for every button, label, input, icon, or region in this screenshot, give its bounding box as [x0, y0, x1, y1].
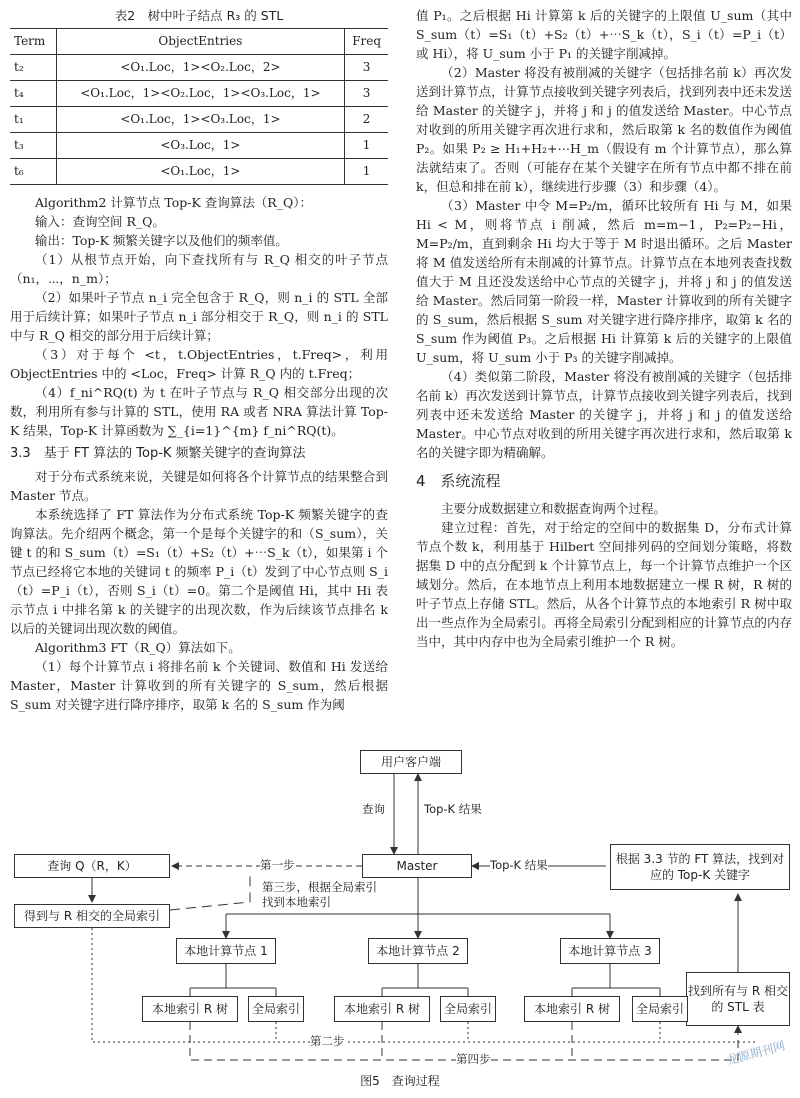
right-column — [416, 6, 792, 651]
local-node-1: 本地计算节点 1 — [176, 938, 276, 964]
paragraph: （3）Master 中令 M=P₂/m，循环比较所有 Hi 与 M，如果 Hi < M，则将节点 i 削减，然后 m=m−1，P₂=P₂−Hi，M=P₂/m，直到剩余 Hi 均大于等于 M 时退出循环。之后 Master 将 M 值发送给所有未削减的计算节点。计算节点在本地列表查找数值大于 M 且还没发送给中心节点的关键字 j，并将 j 和 j 的值发送给 Master。然后同第一阶段一样，Master 计算收到的所有关键字的 S_sum，然后根据 S_sum 对关键字进行降序排序，取第 k 名的 S_sum 作为阈值 P₃。之后根据 Hi 计算第 k 后的关键字的上限值 U_sum，将 U_sum 小于 P₃ 的关键字削减掉。 — [416, 198, 792, 365]
stl-table — [10, 28, 388, 185]
column-header: ObjectEntries — [56, 29, 345, 55]
table-cell: <O₃.Loc，1> — [56, 133, 345, 159]
table-cell: 1 — [345, 133, 388, 159]
topk-result-label: Top-K 结果 — [424, 802, 482, 816]
step3-path — [170, 874, 250, 910]
table-cell: <O₁.Loc，1><O₃.Loc，1> — [56, 107, 345, 133]
table-cell: t₄ — [10, 81, 56, 107]
table-cell: t₁ — [10, 107, 56, 133]
query-qrk-box: 查询 Q（R，K） — [14, 854, 170, 878]
local-node-2: 本地计算节点 2 — [368, 938, 468, 964]
local-rtree-1: 本地索引 R 树 — [142, 996, 238, 1022]
global-index-2: 全局索引 — [440, 996, 496, 1022]
paragraph: 主要分成数据建立和数据查询两个过程。 — [441, 501, 667, 516]
paragraph: 建立过程：首先，对于给定的空间中的数据集 D，分布式计算节点个数 k，利用基于 Hilbert 空间排列码的空间划分策略，将数据集 D 中的点分配到 k 个计算节点上，每一个计算节点维护一个区域划分。然后，在本地节点上利用本地数据建立一棵 R 树，R 树的叶子节点上存储 STL。然后，从各个计算节点的本地索引 R 树中取出一些点作为全局索引。再将全局索引分配到相应的计算节点的内存当中，其中内存中也为全局索引维护一个 R 树。 — [416, 520, 792, 649]
table-cell: t₃ — [10, 133, 56, 159]
table-cell: 2 — [345, 107, 388, 133]
ft-algorithm-box: 根据 3.3 节的 FT 算法，找到对应的 Top-K 关键字 — [610, 844, 790, 890]
stl-table-box: 找到所有与 R 相交的 STL 表 — [686, 972, 790, 1026]
table-cell: t₂ — [10, 55, 56, 81]
global-index-1: 全局索引 — [248, 996, 304, 1022]
watermark: 龙源期刊网 — [725, 1038, 787, 1068]
paragraph: 值 P₁。之后根据 Hi 计算第 k 后的关键字的上限值 U_sum（其中 S_sum（t）=S₁（t）+S₂（t）+⋯S_k（t），S_i（t）=P_i（t）或 Hi），将 U_sum 小于 P₁ 的关键字削减掉。 — [416, 8, 792, 61]
local-rtree-3: 本地索引 R 树 — [524, 996, 620, 1022]
algorithm3-title: Algorithm3 FT（R_Q）算法如下。 — [35, 640, 241, 655]
column-header: Freq — [345, 29, 388, 55]
step4-label: 第四步 — [456, 1052, 491, 1066]
local-node-3: 本地计算节点 3 — [560, 938, 660, 964]
paragraph: （1）每个计算节点 i 将排名前 k 个关键词、数值和 Hi 发送给 Master，Master 计算收到的所有关键字的 S_sum，然后根据 S_sum 对关键字进行降序排序，取第 k 名的 S_sum 作为阈 — [10, 659, 388, 712]
query-process-figure — [0, 732, 800, 1098]
paragraph: （4）类似第二阶段，Master 将没有被削减的关键字（包括排名前 k）再次发送到计算节点，计算节点接收到关键字列表后，找到列表中还未发送给 Master 的关键字 j，并将 j 和 j 的值发送给 Master。中心节点对收到的所用关键字再次进行求和，然后取第 k 名的关键字即为精确解。 — [416, 369, 792, 460]
table-cell: t₆ — [10, 159, 56, 185]
paragraph: 本系统选择了 FT 算法作为分布式系统 Top-K 频繁关键字的查询算法。先介绍两个概念，第一个是每个关键字的和（S_sum），关键 t 的和 S_sum（t）=S₁（t）+S₂（t）+⋯S_k（t），如果第 i 个节点已经将它本地的关键词 t 的频率 P_i（t）发到了中心节点则 S_i（t）=P_i（t），否则 S_i（t）=0。第二个是阈值 Hi，其中 Hi 表示节点 i 中排名第 k 的关键字的出现次数，作为后续该节点排名 k 以后的关键词出现次数的阈值。 — [10, 507, 388, 636]
step1-label: 第一步 — [260, 858, 295, 872]
table-row — [10, 55, 388, 81]
section-heading-4: 4 系统流程 — [416, 472, 501, 490]
table-header-row — [10, 29, 388, 55]
table-row — [10, 81, 388, 107]
left-column — [10, 6, 388, 714]
table-cell: <O₁.Loc，1><O₂.Loc，1><O₃.Loc，1> — [56, 81, 345, 107]
table-row — [10, 159, 388, 185]
global-index-3: 全局索引 — [632, 996, 688, 1022]
paragraph: 对于分布式系统来说，关键是如何将各个计算节点的结果整合到 Master 节点。 — [10, 469, 388, 503]
step2-path — [92, 918, 756, 1042]
algorithm2-title: Algorithm2 计算节点 Top-K 查询算法（R_Q）： — [35, 195, 312, 210]
paragraph: （1）从根节点开始，向下查找所有与 R_Q 相交的叶子节点（n₁，⋯，n_m）； — [10, 252, 388, 286]
paragraph: 输出：Top-K 频繁关键字以及他们的频率值。 — [35, 233, 288, 248]
table-cell: <O₁.Loc，1><O₂.Loc，2> — [56, 55, 345, 81]
table-row — [10, 107, 388, 133]
paragraph: （2）如果叶子节点 n_i 完全包含于 R_Q，则 n_i 的 STL 全部用于后续计算；如果叶子节点 n_i 部分相交于 R_Q，则 n_i 的 STL 中与 R_Q 相交的部分用于后续计算； — [10, 290, 388, 343]
client-box: 用户客户端 — [360, 750, 462, 774]
column-header: Term — [10, 29, 56, 55]
paragraph: （3）对于每个 <t，t.ObjectEntries，t.Freq>，利用 ObjectEntries 中的 <Loc，Freq> 计算 R_Q 内的 t.Freq； — [10, 347, 388, 381]
step2-label: 第二步 — [310, 1034, 345, 1048]
ft-result-label: Top-K 结果 — [490, 858, 548, 872]
local-rtree-2: 本地索引 R 树 — [334, 996, 430, 1022]
paragraph: 输入：查询空间 R_Q。 — [35, 214, 165, 229]
table-cell: <O₁.Loc，1> — [56, 159, 345, 185]
step3-label: 第三步，根据全局索引找到本地索引 — [262, 880, 382, 910]
global-index-box: 得到与 R 相交的全局索引 — [14, 904, 170, 928]
paragraph: （2）Master 将没有被削减的关键字（包括排名前 k）再次发送到计算节点，计算节点接收到关键字列表后，找到列表中还未发送给 Master 的关键字 j，并将 j 和 j 的值发送给 Master。中心节点对收到的所用关键字再次进行求和，然后取第 k 名的数值作为阈值 P₂。如果 P₂ ≥ H₁+H₂+⋯H_m（假设有 m 个计算节点），那么算法就结束了。否则（可能存在某个关键字在所有节点中都不排在前 k，但总和排在前 k），继续进行步骤（3）和步骤（4）。 — [416, 65, 792, 194]
table-caption: 表2 树中叶子结点 R₃ 的 STL — [114, 8, 284, 23]
master-box: Master — [362, 854, 472, 878]
query-label: 查询 — [362, 802, 385, 816]
table-row — [10, 133, 388, 159]
section-heading-3-3: 3.3 基于 FT 算法的 Top-K 频繁关键字的查询算法 — [10, 446, 306, 461]
table-cell: 1 — [345, 159, 388, 185]
table-cell: 3 — [345, 55, 388, 81]
table-cell: 3 — [345, 81, 388, 107]
figure-caption: 图5 查询过程 — [360, 1074, 440, 1088]
paragraph: （4）f_ni^RQ(t) 为 t 在叶子节点与 R_Q 相交部分出现的次数，利用所有参与计算的 STL，使用 RA 或者 NRA 算法计算 Top-K 结果，Top-K 计算函数为 ∑_{i=1}^{m} f_ni^RQ(t)。 — [10, 385, 388, 438]
